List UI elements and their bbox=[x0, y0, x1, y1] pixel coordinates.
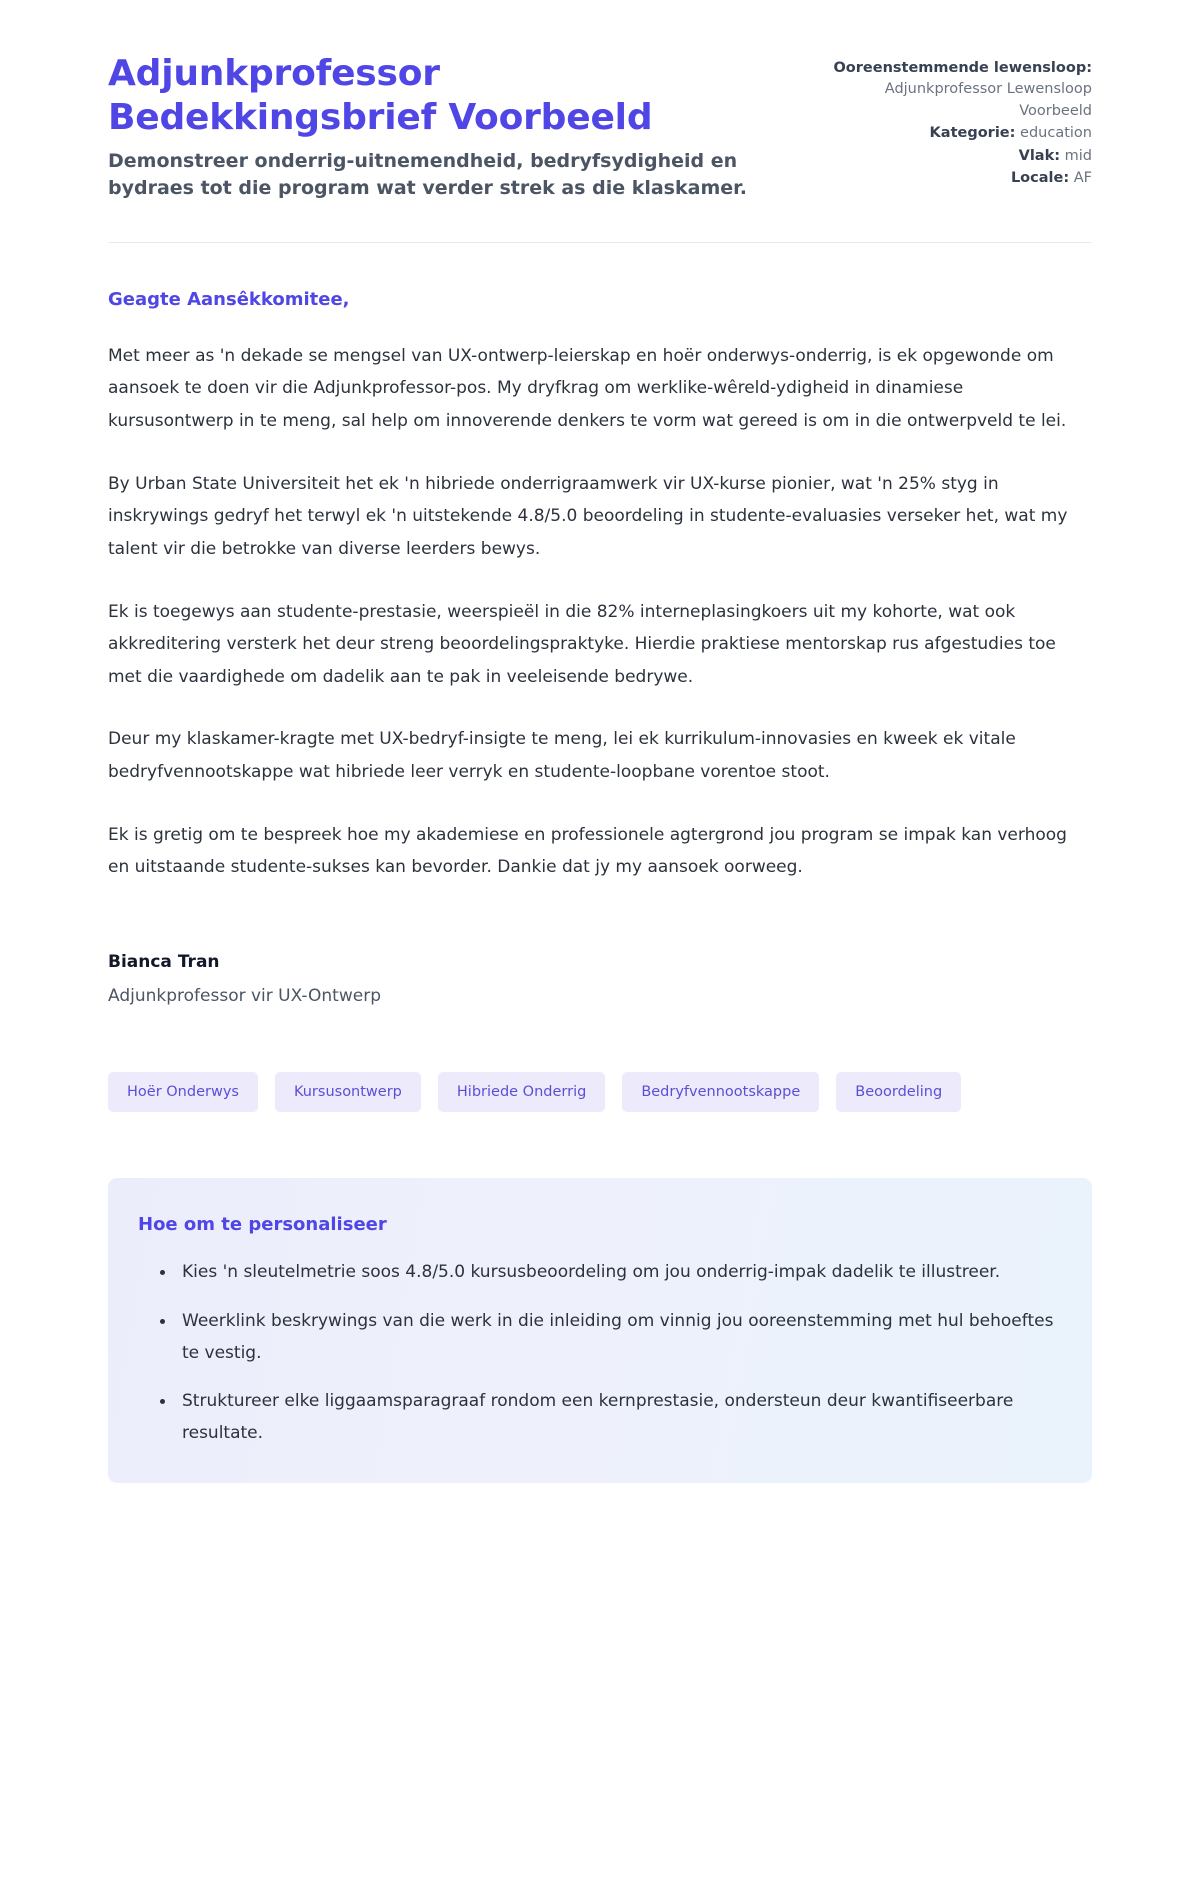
letter-paragraph: Ek is gretig om te bespreek hoe my akademiese en professionele agtergrond jou program se impak kan verhoog en uitstaande studente-sukses kan bevorder. Dankie dat jy my aansoek oorweeg. bbox=[108, 824, 1067, 878]
metadata-row-matching-resume bbox=[822, 58, 1092, 122]
metadata-row-locale bbox=[822, 168, 1092, 189]
tips-list-item: Weerklink beskrywings van die werk in die inleiding om vinnig jou ooreenstemming met hul behoeftes te vestig. bbox=[160, 1306, 1054, 1369]
tag-chip[interactable]: Beoordeling bbox=[836, 1072, 961, 1113]
metadata-row-category bbox=[822, 123, 1092, 144]
tips-list-item: Kies 'n sleutelmetrie soos 4.8/5.0 kursusbeoordeling om jou onderrig-impak dadelik te illustreer. bbox=[160, 1257, 1054, 1289]
metadata-label: Locale: bbox=[1010, 170, 1070, 187]
tag-list bbox=[108, 1072, 1092, 1113]
metadata-row-level bbox=[822, 146, 1092, 167]
tag-chip[interactable]: Kursusontwerp bbox=[275, 1072, 421, 1113]
letter-paragraph: Ek is toegewys aan studente-prestasie, weerspieël in die 82% interneplasingkoers uit my kohorte, wat ook akkreditering versterk het deur streng beoordelingspraktyke. Hierdie praktiese mentorskap rus afgestudies toe met die vaardighede om dadelik aan te pak in veeleisende bedrywe. bbox=[108, 601, 1056, 687]
metadata-value: Adjunkprofessor Lewensloop Voorbeeld bbox=[884, 81, 1092, 119]
letter-paragraph: By Urban State Universiteit het ek 'n hibriede onderrigraamwerk vir UX-kurse pionier, wat 'n 25% styg in inskrywings gedryf het terwyl ek 'n uitstekende 4.8/5.0 beoordeling in studente-evaluasies verseker het, wat my talent vir die betrokke van diverse leerders bewys. bbox=[108, 473, 1068, 559]
metadata-label: Ooreenstemmende lewensloop: bbox=[833, 60, 1092, 76]
tag-chip[interactable]: Hibriede Onderrig bbox=[438, 1072, 605, 1113]
letter-salutation: Geagte Aansêkkomitee, bbox=[108, 288, 350, 310]
personalization-tips-callout bbox=[108, 1178, 1092, 1483]
tag-chip[interactable]: Bedryfvennootskappe bbox=[622, 1072, 819, 1113]
header-left-block bbox=[108, 52, 748, 202]
tips-list bbox=[138, 1257, 1054, 1449]
metadata-value: AF bbox=[1073, 170, 1092, 187]
metadata-label: Kategorie: bbox=[929, 125, 1016, 142]
signature-name: Bianca Tran bbox=[108, 951, 220, 972]
metadata-label: Vlak: bbox=[1018, 147, 1061, 164]
letter-paragraph: Deur my klaskamer-kragte met UX-bedryf-insigte te meng, lei ek kurrikulum-innovasies en kweek ek vitale bedryfvennootskappe wat hibriede leer verryk en studente-loopbane vorentoe stoot. bbox=[108, 729, 1016, 782]
document-header bbox=[108, 52, 1092, 202]
letter-signature bbox=[108, 952, 1092, 1006]
cover-letter-body bbox=[108, 243, 1092, 1006]
metadata-value: mid bbox=[1064, 147, 1092, 164]
page-subtitle: Demonstreer onderrig-uitnemendheid, bedryfsydigheid en bydraes tot die program wat verder strek as die klaskamer. bbox=[108, 149, 748, 199]
page-title: Adjunkprofessor Bedekkingsbrief Voorbeeld bbox=[108, 53, 653, 138]
letter-paragraph: Met meer as 'n dekade se mengsel van UX-ontwerp-leierskap en hoër onderwys-onderrig, is ek opgewonde om aansoek te doen vir die Adjunkprofessor-pos. My dryfkrag om werklike-wêreld-ydigheid in dinamiese kursusontwerp in te meng, sal help om innoverende denkers te vorm wat gereed is om in die ontwerpveld te lei. bbox=[108, 345, 1067, 431]
signature-role: Adjunkprofessor vir UX-Ontwerp bbox=[108, 985, 381, 1006]
tag-chip[interactable]: Hoër Onderwys bbox=[108, 1072, 258, 1113]
tips-title: Hoe om te personaliseer bbox=[138, 1214, 387, 1236]
document-metadata bbox=[822, 52, 1092, 191]
metadata-value: education bbox=[1020, 125, 1092, 142]
tips-list-item: Struktureer elke liggaamsparagraaf rondom een kernprestasie, ondersteun deur kwantifiseerbare resultate. bbox=[160, 1386, 1054, 1449]
